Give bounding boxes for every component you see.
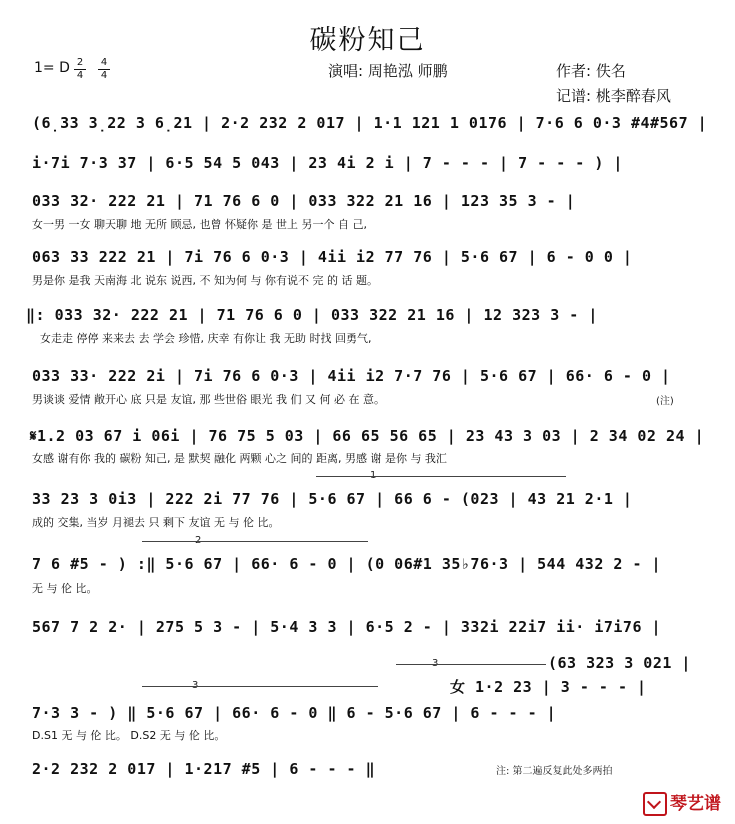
female-line: 女 1·2 23 | 3 - - - | — [450, 678, 647, 696]
lyric-line: D.S1 无 与 伦 比。 D.S2 无 与 伦 比。 — [32, 729, 226, 742]
score-row: 33 23 3 0i3 | 222 2i 77 76 | 5·6 67 | 66 6 - (023 | 43 21 2·1 | — [32, 490, 633, 508]
lyric-line: 男谈谈 爱情 敞开心 底 只是 友谊, 那 些世俗 眼光 我 们 又 何 必 在 意。 — [32, 393, 385, 406]
score-row: 063 33 222 21 | 7i 76 6 0·3 | 4ii i2 77 76 | 5·6 67 | 6 - 0 0 | — [32, 248, 633, 266]
composer: 作者: 佚名 — [556, 62, 626, 80]
singers: 演唱: 周艳泓 师鹏 — [328, 62, 448, 80]
score-row: 𝄋1.2 03 67 i 06i | 76 75 5 03 | 66 65 56 65 | 23 43 3 03 | 2 34 02 24 | — [30, 427, 705, 445]
score-row: (6̣33 3̣22 3 6̣21 | 2·2 232 2 017 | 1·1 121 1 0176 | 7·6 6 0·3 #4#567 | — [32, 114, 708, 132]
score-row: 033 33· 222 2i | 7i 76 6 0·3 | 4ii i2 7·7 76 | 5·6 67 | 66· 6 - 0 | — [32, 367, 671, 385]
lyric-line: 女一男 一女 聊天聊 地 无所 顾忌, 也曾 怀疑你 是 世上 另一个 自 己, — [32, 218, 367, 231]
lyric-line: 女感 谢有你 我的 碳粉 知己, 是 默契 融化 两颗 心之 间的 距离, 男感 谢 是你 与 我汇 — [32, 452, 447, 465]
time-signature-2: 4 4 — [98, 58, 110, 81]
site-logo: 琴艺谱 — [643, 789, 721, 816]
score-row: ‖: 033 32· 222 21 | 71 76 6 0 | 033 322 21 16 | 12 323 3 - | — [26, 306, 598, 324]
score-row: 7 6 #5 - ) :‖ 5·6 67 | 66· 6 - 0 | (0 06#1 35♭76·3 | 544 432 2 - | — [32, 555, 662, 573]
lyric-line: 男是你 是我 天南海 北 说东 说西, 不 知为何 与 你有说不 完 的 话 题。 — [32, 274, 378, 287]
key-signature: 1= D — [34, 60, 70, 76]
lyric-line: 成的 交集, 当岁 月褪去 只 剩下 友谊 无 与 伦 比。 — [32, 516, 280, 529]
score-row: 7·3 3 - ) ‖ 5·6 67 | 66· 6 - 0 ‖ 6 - 5·6 67 | 6 - - - | — [32, 704, 557, 722]
volta-3b-line — [396, 664, 546, 665]
volta-1-line — [316, 476, 566, 477]
score-row: i·7i 7·3 37 | 6·5 54 5 043 | 23 4i 2 i | 7 - - - | 7 - - - ) | — [32, 154, 623, 172]
volta-2-line — [142, 541, 368, 542]
transcriber: 记谱: 桃李醉春风 — [556, 87, 671, 105]
page-title: 碳粉知己 — [309, 25, 426, 56]
score-row: 2·2 232 2 017 | 1·217 #5 | 6 - - - ‖ — [32, 760, 376, 778]
footer-note: 注: 第二遍反复此处多两拍 — [496, 766, 613, 777]
logo-icon — [643, 792, 667, 816]
score-row: 567 7 2 2· | 275 5 3 - | 5·4 3 3 | 6·5 2 - | 332i 22i7 ii· i7i76 | — [32, 618, 662, 636]
upper-voice: (63 323 3 021 | — [548, 654, 691, 672]
volta-3-line — [142, 686, 378, 687]
score-row: 033 32· 222 21 | 71 76 6 0 | 033 322 21 16 | 123 35 3 - | — [32, 192, 576, 210]
annotation: (注) — [656, 396, 674, 407]
lyric-line: 女走走 停停 来来去 去 学会 珍惜, 庆幸 有你让 我 无助 时找 回勇气, — [40, 332, 372, 345]
time-signature-1: 2 4 — [74, 58, 86, 81]
lyric-line: 无 与 伦 比。 — [32, 582, 98, 595]
